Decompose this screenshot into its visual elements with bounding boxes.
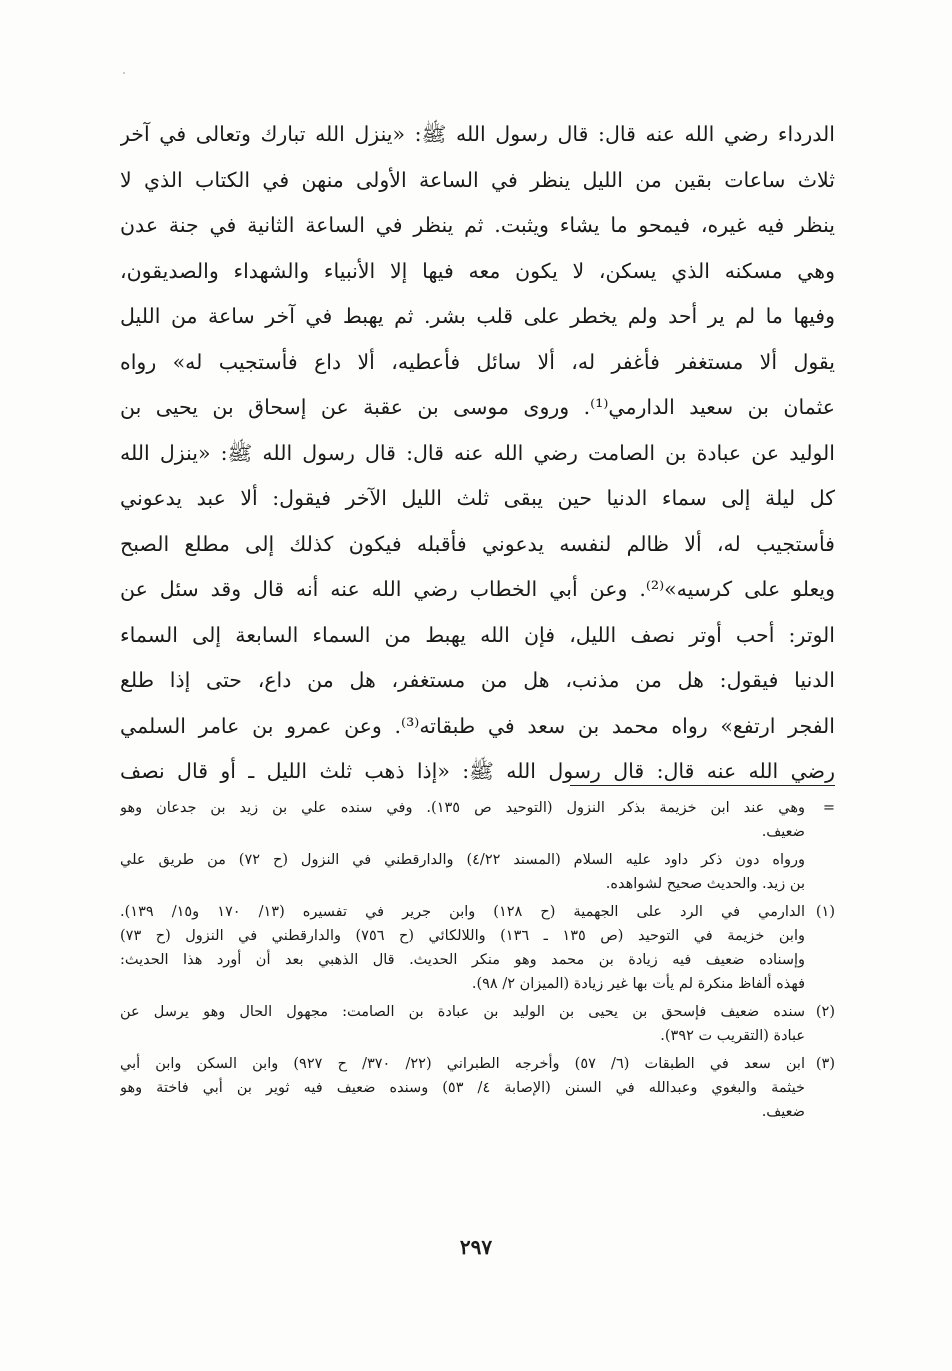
footnote-line: ابن سعد في الطبقات (٦/ ٥٧) وأخرجه الطبراني (٢٢/ ٣٧٠/ ح ٩٢٧) وابن السكن وابن أبي — [120, 1056, 805, 1072]
footnote-marker: (٣) — [815, 1056, 835, 1072]
footnote-marker: (٢) — [815, 1004, 835, 1020]
footnote-line: وابن خزيمة في التوحيد (ص ١٣٥ ـ ١٣٦) واللالكائي (ح ٧٥٦) والدارقطني في النزول (ح ٧٣) — [120, 928, 805, 944]
footnote-line: الدارمي في الرد على الجهمية (ح ١٢٨) وابن جرير في تفسيره (١٣/ ١٧٠ و١٥/ ١٣٩). — [120, 904, 805, 920]
footnote-body — [120, 1052, 805, 1124]
footnote-line: ضعيف. — [761, 1104, 805, 1120]
scan-speck — [123, 72, 125, 74]
footnote-line: وإسناده ضعيف فيه زيادة بن محمد وهو منكر الحديث. قال الذهبي بعد أن أورد هذا الحديث: — [120, 952, 805, 968]
text-line: الدنيا فيقول: هل من مذنب، هل من مستغفر، هل من داع، حتى إذا طلع — [120, 668, 835, 692]
footnote-separator — [570, 785, 835, 786]
text-line: الوليد عن عبادة بن الصامت رضي الله عنه قال: قال رسول الله ﷺ: «ينزل الله — [120, 440, 835, 465]
text-line: الفجر ارتفع» رواه محمد بن سعد في طبقاته⁽³⁾. وعن عمرو بن عامر السلمي — [120, 713, 835, 738]
text-line: وهي مسكنه الذي يسكن، لا يكون معه فيها إلا الأنبياء والشهداء والصديقون، — [120, 258, 835, 283]
footnote-body — [120, 900, 805, 996]
footnote-line: بن زيد. والحديث صحيح لشواهده. — [605, 876, 805, 892]
footnote-line: وهي عند ابن خزيمة بذكر النزول (التوحيد ص ١٣٥). وفي سنده علي بن زيد بن جدعان وهو — [120, 800, 805, 816]
text-line: ثلاث ساعات بقين من الليل ينظر في الساعة الأولى منهن في الكتاب الذي لا — [120, 167, 835, 192]
text-line: الوتر: أحب أوتر نصف الليل، فإن الله يهبط من السماء السابعة إلى السماء — [120, 622, 835, 647]
footnote-body — [120, 848, 805, 896]
footnotes-block — [120, 796, 835, 1128]
footnote-body — [120, 796, 805, 844]
footnote — [120, 1052, 835, 1124]
text-line: كل ليلة إلى سماء الدنيا حين يبقى ثلث الليل الآخر فيقول: ألا عبد يدعوني — [120, 486, 835, 510]
footnote-marker: (١) — [815, 904, 835, 920]
main-text-block — [120, 112, 835, 795]
text-line: عثمان بن سعيد الدارمي⁽¹⁾. وروى موسى بن عقبة عن إسحاق بن يحيى بن — [120, 395, 835, 419]
text-line: يقول ألا مستغفر فأغفر له، ألا سائل فأعطيه، ألا داع فأستجيب له» رواه — [120, 349, 835, 374]
text-line: ويعلو على كرسيه»⁽²⁾. وعن أبي الخطاب رضي الله عنه أنه قال وقد سئل عن — [120, 577, 835, 601]
footnote-marker: = — [822, 800, 835, 816]
footnote-body — [120, 1000, 805, 1048]
footnote-line: ضعيف. — [761, 824, 805, 840]
footnote — [120, 796, 835, 844]
footnote-line: عبادة (التقريب ت ٣٩٢). — [660, 1028, 805, 1044]
footnote-line: ورواه دون ذكر داود عليه السلام (المسند ٤/٢٢) والدارقطني في النزول (ح ٧٢) من طريق علي — [120, 852, 805, 868]
page-number: ٢٩٧ — [459, 1235, 493, 1259]
text-line: فأستجيب له، ألا ظالم لنفسه يدعوني فأقبله فيكون كذلك إلى مطلع الصبح — [120, 531, 835, 556]
footnote — [120, 900, 835, 996]
text-line: الدرداء رضي الله عنه قال: قال رسول الله ﷺ: «ينزل الله تبارك وتعالى في آخر — [120, 122, 835, 146]
footnote — [120, 848, 835, 896]
footnote-line: سنده ضعيف فإسحق بن يحيى بن الوليد بن عبادة بن الصامت: مجهول الحال وهو يرسل عن — [120, 1004, 805, 1020]
footnote — [120, 1000, 835, 1048]
text-line: ينظر فيه غيره، فيمحو ما يشاء ويثبت. ثم ينظر في الساعة الثانية في جنة عدن — [120, 213, 835, 237]
footnote-line: فهذه ألفاظ منكرة لم يأت بها غير زيادة (الميزان ٢/ ٩٨). — [471, 976, 805, 992]
text-line: رضي الله عنه قال: قال رسول الله ﷺ: «إذا ذهب ثلث الليل ـ أو قال نصف — [120, 759, 835, 783]
text-line: وفيها ما لم ير أحد ولم يخطر على قلب بشر. ثم يهبط في آخر ساعة من الليل — [120, 304, 835, 328]
footnote-line: خيثمة والبغوي وعبدالله في السنن (الإصابة ٤/ ٥٣) وسنده ضعيف فيه ثوير بن أبي فاختة وهو — [120, 1080, 805, 1096]
